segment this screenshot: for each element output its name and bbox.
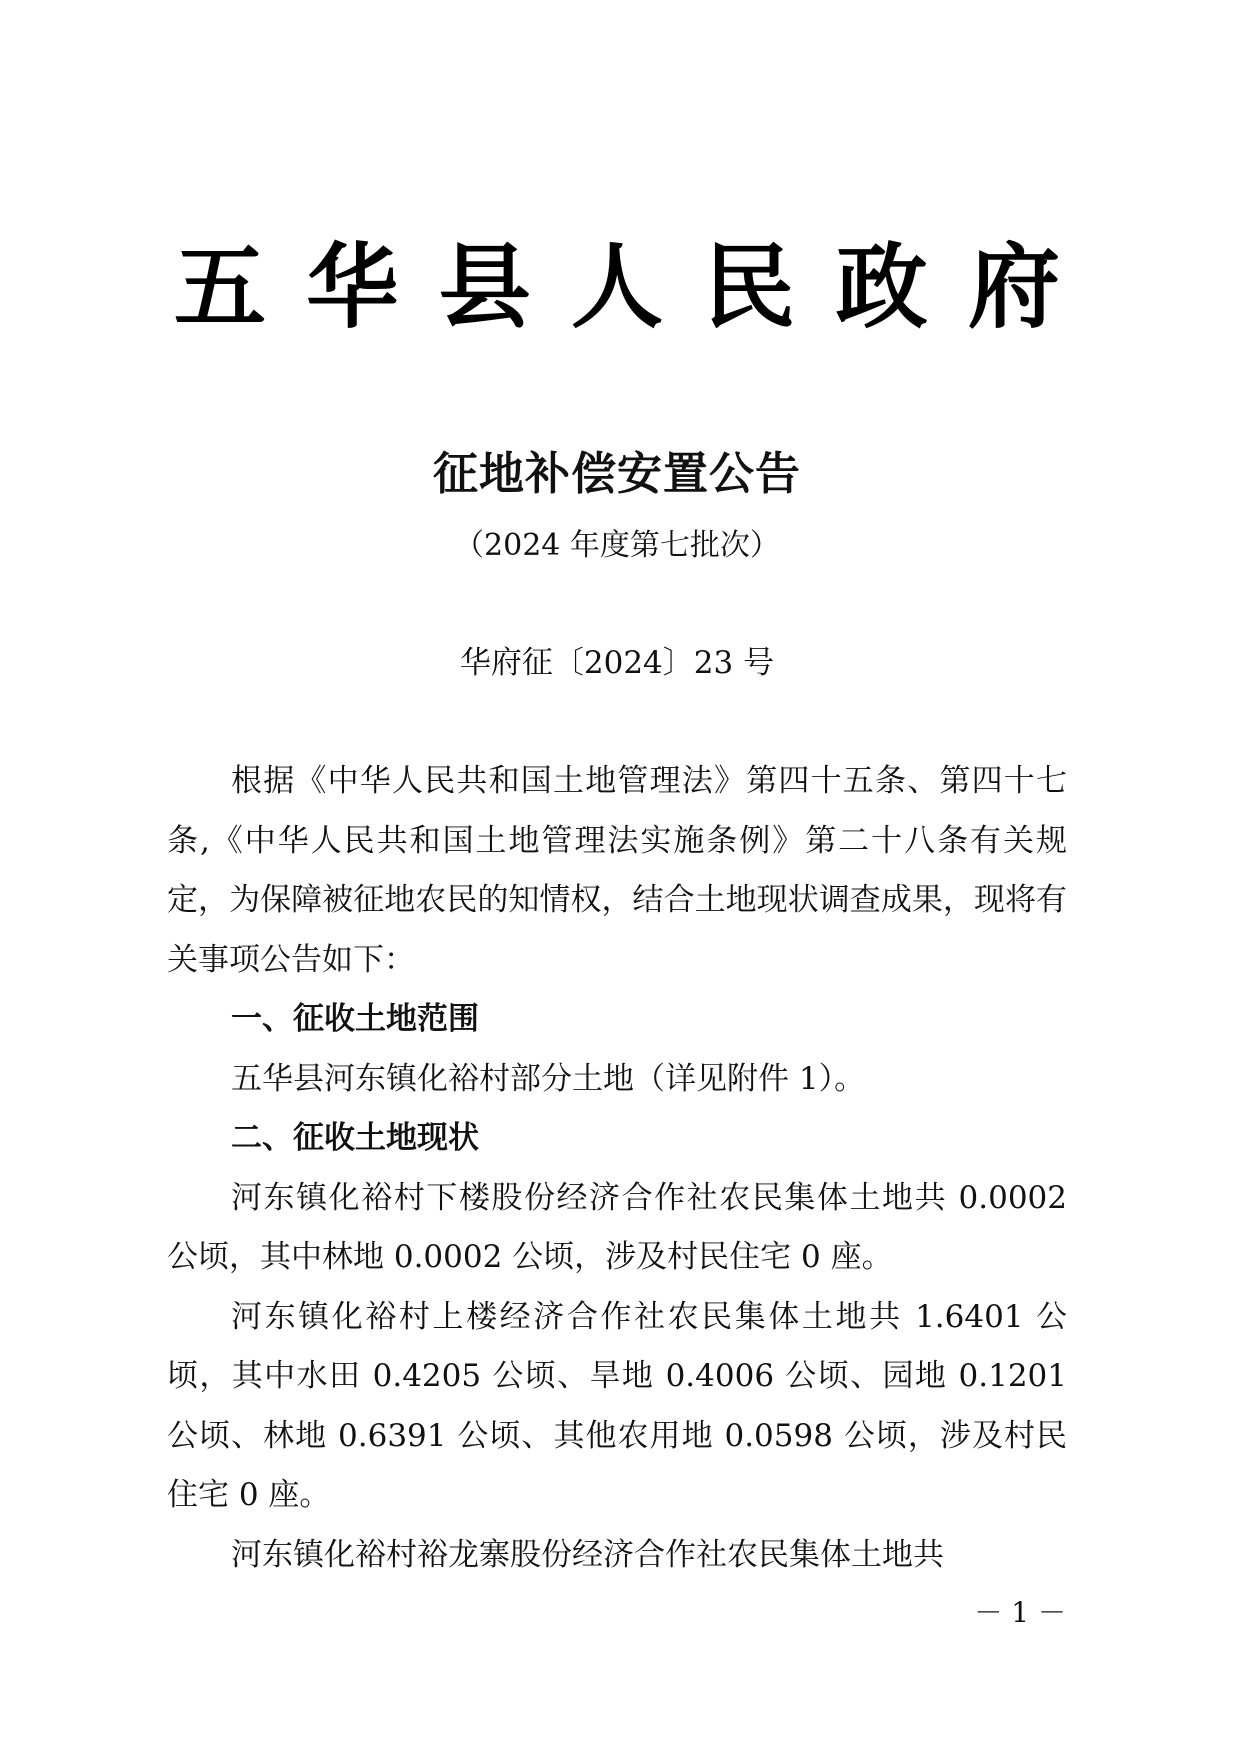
document-subtitle: （2024 年度第七批次） bbox=[454, 528, 780, 563]
document-number: 华府征〔2024〕23 号 bbox=[459, 645, 775, 681]
issuer-char: 县 bbox=[438, 233, 531, 341]
section-heading: 一、征收土地范围 bbox=[231, 1001, 479, 1037]
issuer-char: 华 bbox=[306, 233, 399, 341]
issuer-char: 府 bbox=[967, 233, 1060, 341]
body-paragraph: 根据《中华人民共和国土地管理法》第四十五条、第四十七条,《中华人民共和国土地管理法实施条例》第二十八条有关规定，为保障被征地农民的知情权，结合土地现状调查成果，现将有关事项公告如下： bbox=[167, 763, 1067, 978]
body-paragraph: 河东镇化裕村裕龙寨股份经济合作社农民集体土地共 bbox=[231, 1536, 944, 1573]
body-paragraph: 河东镇化裕村下楼股份经济合作社农民集体土地共 0.0002 公顷，其中林地 0.0002 公顷，涉及村民住宅 0 座。 bbox=[167, 1179, 1067, 1275]
section-heading: 二、征收土地现状 bbox=[231, 1120, 479, 1156]
issuer-char: 民 bbox=[703, 233, 796, 341]
document-title: 征地补偿安置公告 bbox=[432, 447, 801, 500]
body-paragraph: 五华县河东镇化裕村部分土地（详见附件 1）。 bbox=[231, 1060, 866, 1097]
issuer-char: 人 bbox=[570, 233, 663, 341]
issuer-header bbox=[170, 232, 1064, 342]
document-body bbox=[167, 752, 1067, 1585]
issuer-char: 五 bbox=[173, 233, 266, 341]
body-paragraph: 河东镇化裕村上楼经济合作社农民集体土地共 1.6401 公顷，其中水田 0.4205 公顷、旱地 0.4006 公顷、园地 0.1201 公顷、林地 0.6391 公顷、其他农用地 0.0598 公顷，涉及村民住宅 0 座。 bbox=[167, 1298, 1067, 1513]
issuer-char: 政 bbox=[835, 233, 928, 341]
page-number: － 1 － bbox=[974, 1596, 1066, 1629]
